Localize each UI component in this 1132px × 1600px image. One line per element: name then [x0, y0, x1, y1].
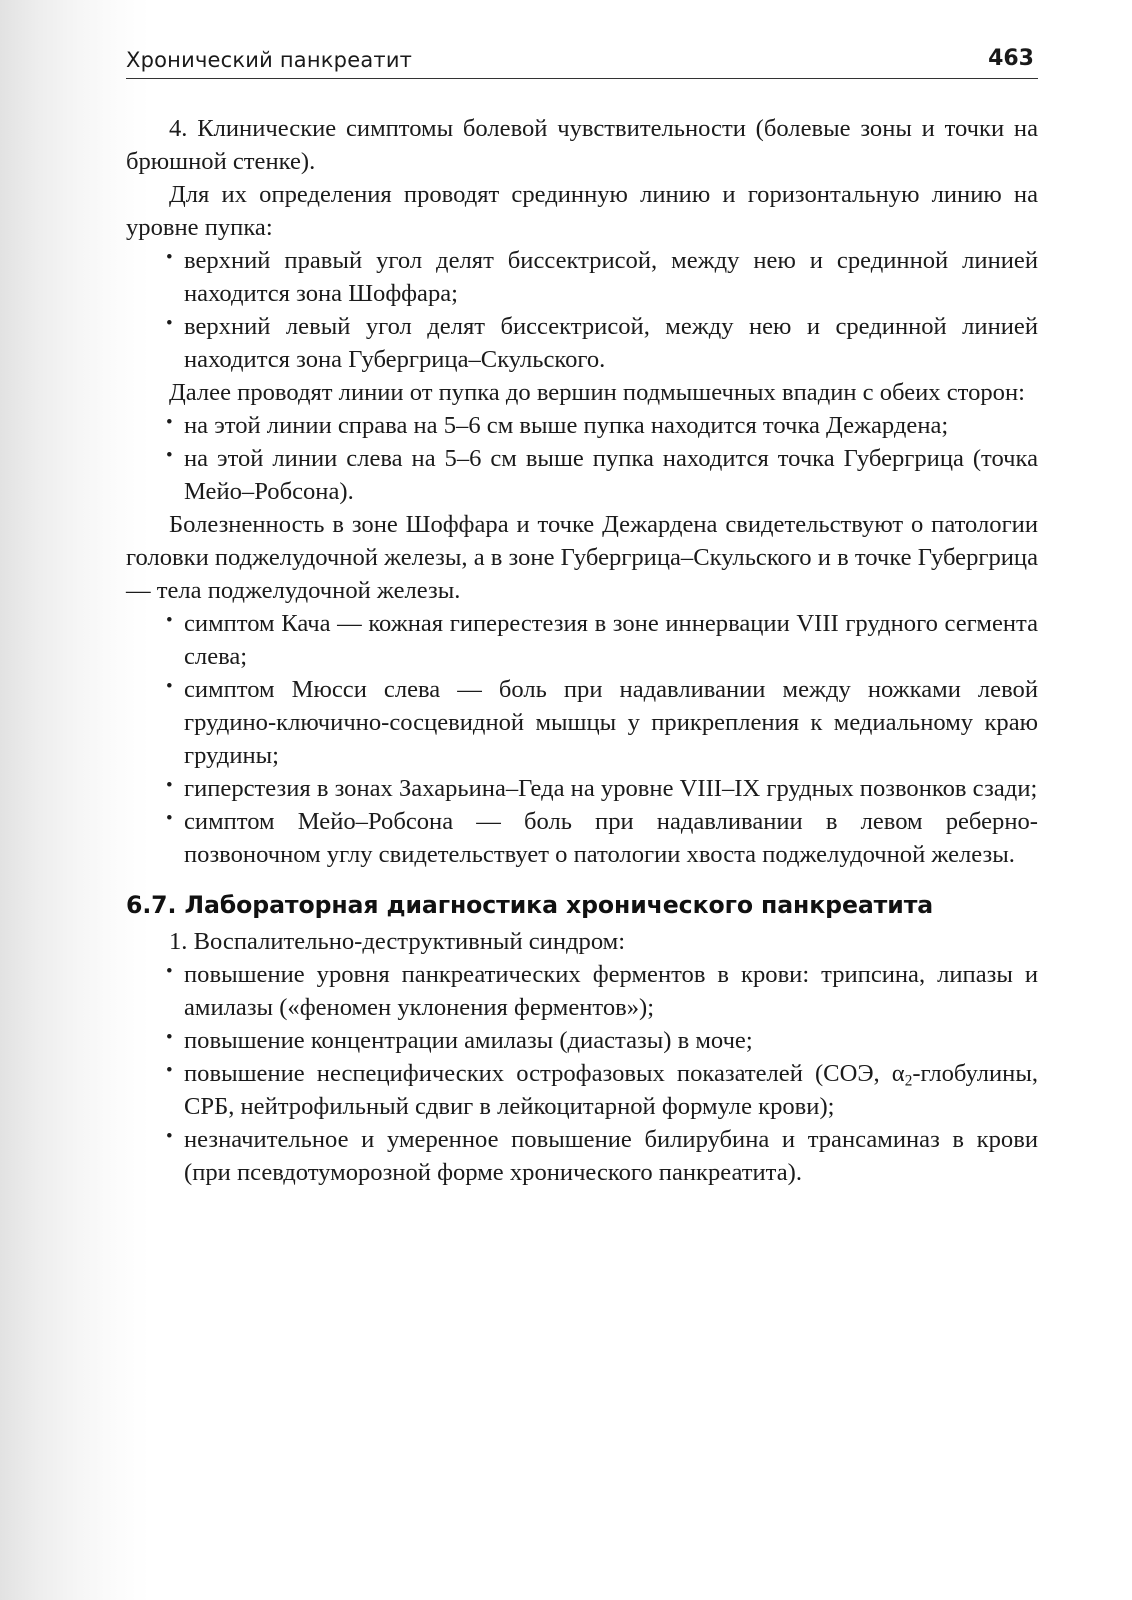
list-item: • гиперстезия в зонах Захарьина–Геда на уровне VIII–IX грудных позвонков сзади; — [126, 772, 1038, 805]
list-item: • симптом Мюсси слева — боль при надавливании между ножками левой грудино-ключично-сосцевидной мышцы у прикрепления к медиальному краю грудины; — [126, 673, 1038, 772]
body-text — [126, 112, 1038, 1189]
list-item — [126, 1057, 1038, 1123]
list-item: • симптом Мейо–Робсона — боль при надавливании в левом реберно-позвоночном углу свидетельствует о патологии хвоста поджелудочной железы. — [126, 805, 1038, 871]
list-item: • верхний правый угол делят биссектрисой, между нею и срединной линией находится зона Шоффара; — [126, 244, 1038, 310]
list-item: • верхний левый угол делят биссектрисой, между нею и срединной линией находится зона Губергрица–Скульского. — [126, 310, 1038, 376]
list-item: • на этой линии справа на 5–6 см выше пупка находится точка Дежардена; — [126, 409, 1038, 442]
paragraph: Для их определения проводят срединную линию и горизонтальную линию на уровне пупка: — [126, 181, 1038, 241]
paragraph: 4. Клинические симптомы болевой чувствительности (болевые зоны и точки на брюшной стенке). — [126, 115, 1038, 175]
page-header — [126, 44, 1038, 79]
list-item: • на этой линии слева на 5–6 см выше пупка находится точка Губергрица (точка Мейо–Робсона). — [126, 442, 1038, 508]
list-item: • симптом Кача — кожная гиперестезия в зоне иннервации VIII грудного сегмента слева; — [126, 607, 1038, 673]
paragraph: Далее проводят линии от пупка до вершин подмышечных впадин с обеих сторон: — [169, 379, 1025, 406]
list-item-text: -глобулины, СРБ, нейтрофильный сдвиг в лейкоцитарной формуле крови); — [184, 1060, 1038, 1120]
list-item-text: повышение неспецифических острофазовых показателей (СОЭ, α — [184, 1060, 905, 1087]
bullet-list — [126, 409, 1038, 508]
paragraph: Болезненность в зоне Шоффара и точке Дежардена свидетельствуют о патологии головки поджелудочной железы, а в зоне Губергрица–Скульского и в точке Губергрица — тела поджелудочной железы. — [126, 511, 1038, 604]
list-item: • повышение концентрации амилазы (диастазы) в моче; — [126, 1024, 1038, 1057]
subscript: 2 — [904, 1072, 913, 1090]
running-title: Хронический панкреатит — [126, 48, 413, 72]
list-item: • повышение уровня панкреатических ферментов в крови: трипсина, липазы и амилазы («феномен уклонения ферментов»); — [126, 958, 1038, 1024]
page-number: 463 — [988, 46, 1034, 71]
list-item: • незначительное и умеренное повышение билирубина и трансаминаз в крови (при псевдотуморозной форме хронического панкреатита). — [126, 1123, 1038, 1189]
bullet-list — [126, 244, 1038, 376]
section-heading: 6.7. Лабораторная диагностика хронического панкреатита — [126, 891, 934, 919]
bullet-list — [126, 958, 1038, 1189]
paragraph: 1. Воспалительно-деструктивный синдром: — [169, 928, 626, 955]
bullet-list — [126, 607, 1038, 871]
